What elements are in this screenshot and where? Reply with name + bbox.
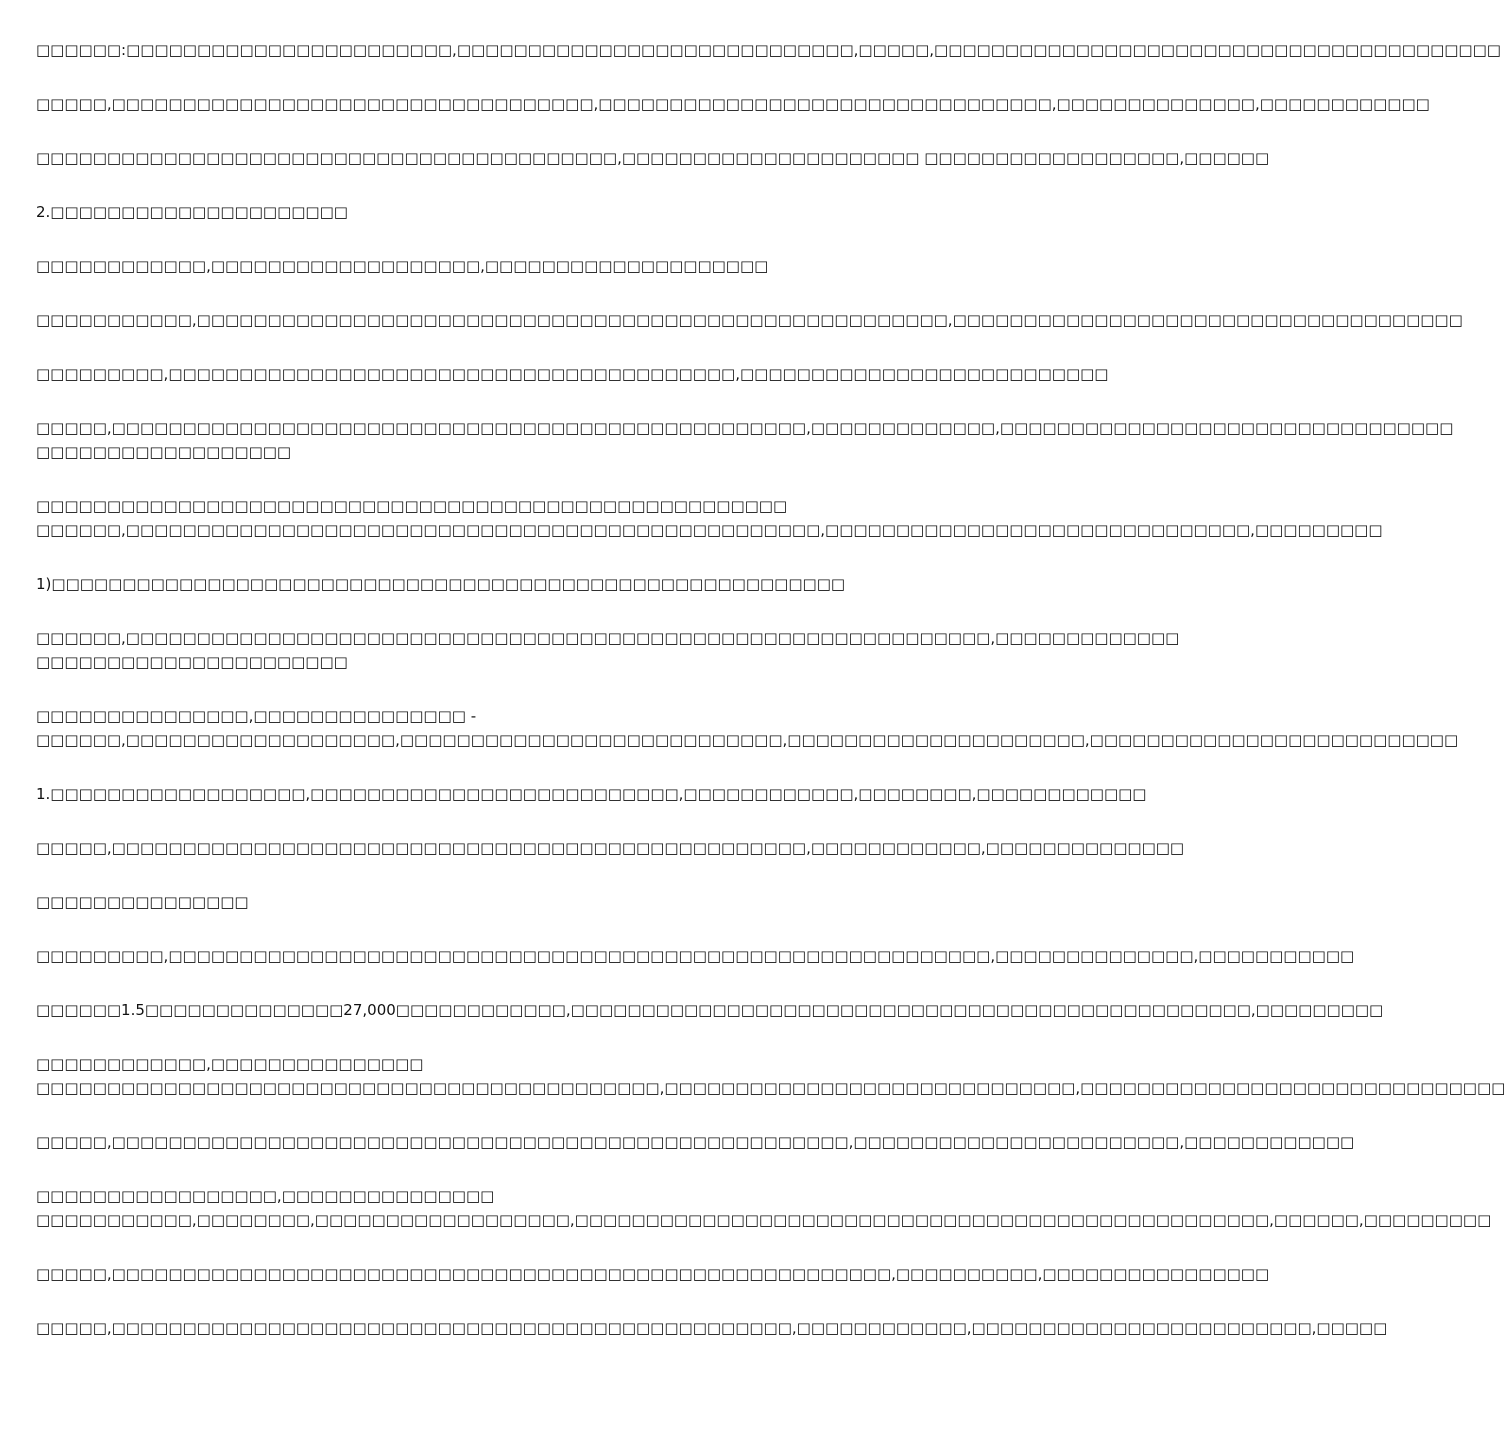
text-line: □□□□□□□□□□□□□□□□□□□□□□ (36, 653, 348, 671)
paragraph (36, 1316, 1388, 1340)
text-line: □□□□□□,□□□□□□□□□□□□□□□□□□□,□□□□□□□□□□□□□□□□□□□□□□□□□□□,□□□□□□□□□□□□□□□□□□□□□,□□□□□□□□□□□□□□□□□□□□□□□□□□ (36, 731, 1459, 749)
paragraph (36, 572, 990, 596)
text-line: □□□□□□□□□,□□□□□□□□□□□□□□□□□□□□□□□□□□□□□□□□□□□□□□□□□□□□□□□□□□□□□□□□□□,□□□□□□□□□□□□□□,□□□□□□□□□□□ (36, 947, 1355, 965)
text-line: □□□□□□□□□□□,□□□□□□□□□□□□□□□□□□□□□□□□□□□□□□□□□□□□□□□□□□□□□□□□□□□□□,□□□□□□□□□□□□□□□□□□□□□□□□□□□□□□□□□□□□ (36, 311, 1463, 329)
text-line: □□□□□□□□□□□□□□□,□□□□□□□□□□□□□□□ - (36, 707, 477, 725)
text-line: 1.□□□□□□□□□□□□□□□□□□,□□□□□□□□□□□□□□□□□□□□□□□□□□,□□□□□□□□□□□□,□□□□□□□□,□□□□□□□□□□□□ (36, 785, 1147, 803)
paragraph (36, 38, 1501, 62)
paragraph (36, 494, 1383, 542)
paragraph (36, 254, 990, 278)
paragraph (36, 416, 1454, 464)
document-body (36, 38, 1505, 1370)
paragraph (36, 1184, 1492, 1232)
paragraph (36, 1052, 1505, 1100)
text-line: □□□□□□□□□□□□□□□□□,□□□□□□□□□□□□□□□ (36, 1187, 495, 1205)
text-line: □□□□□,□□□□□□□□□□□□□□□□□□□□□□□□□□□□□□□□□□□□□□□□□□□□□□□□□,□□□□□□□□□□□□,□□□□□□□□□□□□□□ (36, 839, 1185, 857)
text-line: 1)□□□□□□□□□□□□□□□□□□□□□□□□□□□□□□□□□□□□□□□□□□□□□□□□□□□□□□□□ (36, 575, 846, 593)
paragraph (36, 308, 1463, 332)
text-line: □□□□□,□□□□□□□□□□□□□□□□□□□□□□□□□□□□□□□□□□□□□□□□□□□□□□□□,□□□□□□□□□□□□,□□□□□□□□□□□□□□□□□□□□□□□□,□□□□□ (36, 1319, 1388, 1337)
text-line: □□□□□□□□□□□□□□□□□□□□□□□□□□□□□□□□□□□□□□□□□,□□□□□□□□□□□□□□□□□□□□□ □□□□□□□□□□□□□□□□□□,□□□□□□ (36, 149, 1270, 167)
paragraph (36, 998, 1384, 1022)
paragraph (36, 782, 1147, 806)
paragraph (36, 362, 1109, 386)
text-line: □□□□□□,□□□□□□□□□□□□□□□□□□□□□□□□□□□□□□□□□□□□□□□□□□□□□□□□□,□□□□□□□□□□□□□□□□□□□□□□□□□□□□□□,□□□□□□□□□ (36, 521, 1383, 539)
paragraph (36, 626, 1180, 674)
paragraph (36, 92, 1430, 116)
text-line: □□□□□,□□□□□□□□□□□□□□□□□□□□□□□□□□□□□□□□□□,□□□□□□□□□□□□□□□□□□□□□□□□□□□□□□□□,□□□□□□□□□□□□□□,□□□□□□□□□□□□ (36, 95, 1430, 113)
paragraph (36, 944, 1355, 968)
paragraph (36, 836, 1185, 860)
text-line: □□□□□□□□□□□□□□□□□□□□□□□□□□□□□□□□□□□□□□□□□□□□,□□□□□□□□□□□□□□□□□□□□□□□□□□□□□,□□□□□□□□□□□□□□□□□□□□□□□□□□□□□□ (36, 1079, 1505, 1097)
text-line: □□□□□□,□□□□□□□□□□□□□□□□□□□□□□□□□□□□□□□□□□□□□□□□□□□□□□□□□□□□□□□□□□□□□,□□□□□□□□□□□□□ (36, 629, 1180, 647)
text-line: 2.□□□□□□□□□□□□□□□□□□□□□ (36, 203, 348, 221)
text-line: □□□□□,□□□□□□□□□□□□□□□□□□□□□□□□□□□□□□□□□□□□□□□□□□□□□□□□□□□□□□□,□□□□□□□□□□,□□□□□□□□□□□□□□□□ (36, 1265, 1270, 1283)
text-line: □□□□□□1.5□□□□□□□□□□□□□□27,000□□□□□□□□□□□□,□□□□□□□□□□□□□□□□□□□□□□□□□□□□□□□□□□□□□□□□□□□□□□□□,□□□□□□□□□ (36, 1001, 1384, 1019)
text-line: □□□□□□□□□□□□□□□□□□ (36, 443, 292, 461)
text-line: □□□□□□□□□□□□□□□ (36, 893, 249, 911)
text-line: □□□□□□□□□□□□□□□□□□□□□□□□□□□□□□□□□□□□□□□□□□□□□□□□□□□□□ (36, 497, 788, 515)
paragraph (36, 704, 1459, 752)
text-line: □□□□□□□□□□□□,□□□□□□□□□□□□□□□□□□□,□□□□□□□□□□□□□□□□□□□□ (36, 257, 769, 275)
paragraph (36, 890, 990, 914)
text-line: □□□□□□□□□□□□,□□□□□□□□□□□□□□□ (36, 1055, 424, 1073)
text-line: □□□□□,□□□□□□□□□□□□□□□□□□□□□□□□□□□□□□□□□□□□□□□□□□□□□□□□□,□□□□□□□□□□□□□,□□□□□□□□□□□□□□□□□□□□□□□□□□□□□□□□ (36, 419, 1454, 437)
paragraph (36, 146, 1270, 170)
paragraph (36, 1130, 1355, 1154)
paragraph (36, 1262, 1270, 1286)
text-line: □□□□□,□□□□□□□□□□□□□□□□□□□□□□□□□□□□□□□□□□□□□□□□□□□□□□□□□□□□,□□□□□□□□□□□□□□□□□□□□□□□,□□□□□□□□□□□□ (36, 1133, 1355, 1151)
text-line: □□□□□□□□□□□,□□□□□□□□,□□□□□□□□□□□□□□□□□□,□□□□□□□□□□□□□□□□□□□□□□□□□□□□□□□□□□□□□□□□□□□□□□□□□,□□□□□□,□□□□□□□□□ (36, 1211, 1492, 1229)
paragraph (36, 200, 990, 224)
text-line: □□□□□□□□□,□□□□□□□□□□□□□□□□□□□□□□□□□□□□□□□□□□□□□□□□,□□□□□□□□□□□□□□□□□□□□□□□□□□ (36, 365, 1109, 383)
text-line: □□□□□□:□□□□□□□□□□□□□□□□□□□□□□□,□□□□□□□□□□□□□□□□□□□□□□□□□□□□,□□□□□,□□□□□□□□□□□□□□□□□□□□□□□□□□□□□□□□□□□□□□□□ (36, 41, 1501, 59)
